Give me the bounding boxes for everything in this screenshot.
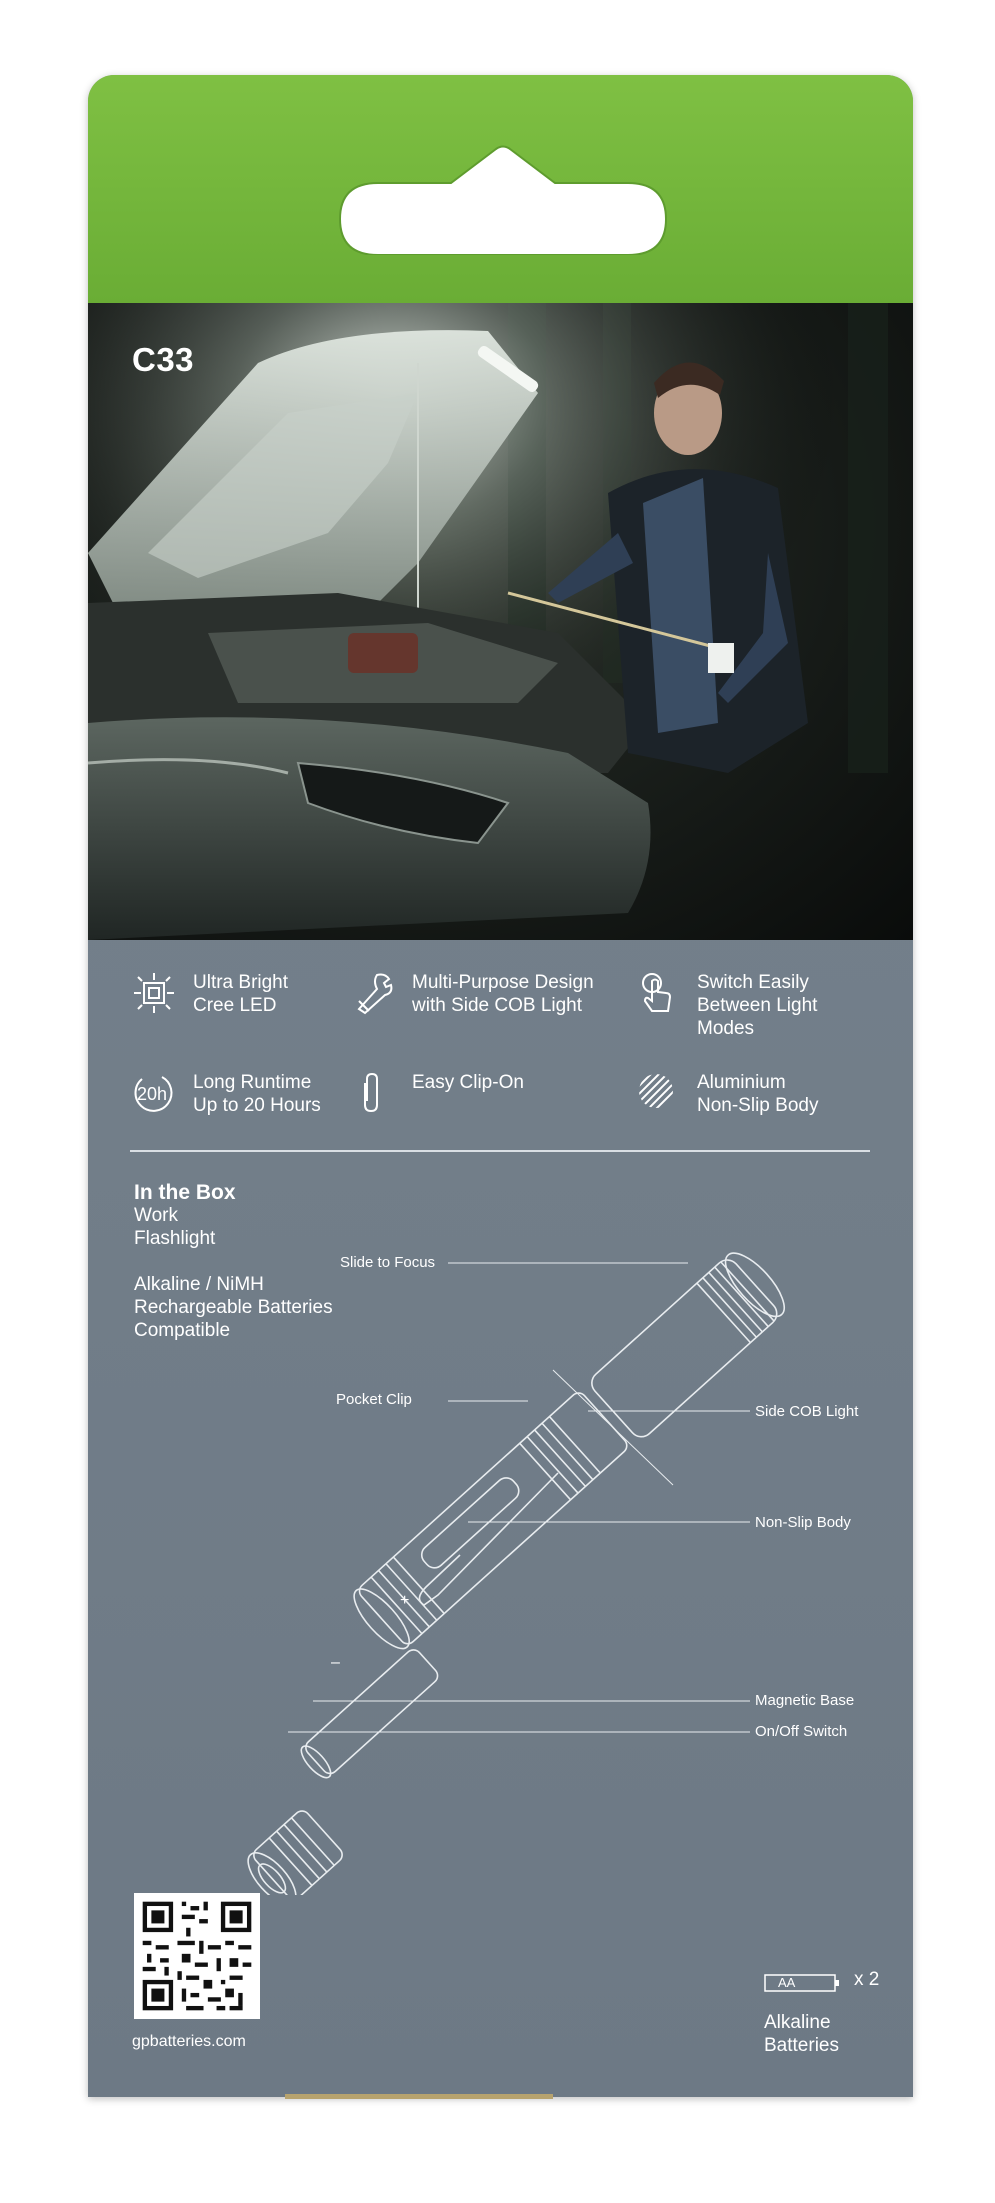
feature-ultra-bright-text: Ultra Bright Cree LED (193, 972, 289, 1016)
callout-slide-to-focus: Slide to Focus (340, 1254, 436, 1271)
green-header-band (88, 75, 913, 303)
callout-magnetic-base: Magnetic Base (755, 1692, 855, 1709)
feature-non-slip-text: Aluminium Non-Slip Body (697, 1072, 819, 1116)
car-hood-scene-image (88, 303, 913, 940)
feature-multi-purpose-text: Multi-Purpose Design with Side COB Light (412, 972, 594, 1016)
led-chip-icon (132, 971, 176, 1015)
textured-surface-icon (636, 1071, 680, 1115)
feature-switch-modes-text: Switch Easily Between Light Modes (697, 972, 818, 1039)
wrench-screwdriver-icon (351, 971, 395, 1015)
qr-code (134, 1893, 260, 2019)
callout-side-cob-light: Side COB Light (755, 1403, 859, 1420)
finger-tap-icon (636, 971, 680, 1015)
paperclip-icon (351, 1071, 395, 1115)
battery-type: Alkaline Batteries (764, 2012, 839, 2056)
hang-hole-icon (336, 143, 670, 255)
svg-text:20h: 20h (137, 1084, 168, 1104)
package-back (88, 75, 913, 2097)
website-link[interactable]: gpbatteries.com (132, 2033, 246, 2050)
model-number: C33 (132, 341, 195, 378)
callout-non-slip-body: Non-Slip Body (755, 1514, 851, 1531)
package-bottom-tab (285, 2094, 553, 2099)
in-the-box-items: Work Flashlight (134, 1205, 216, 1249)
callout-pocket-clip: Pocket Clip (336, 1391, 412, 1408)
callout-on-off-switch: On/Off Switch (755, 1723, 848, 1740)
section-divider (130, 1150, 870, 1152)
feature-long-runtime-text: Long Runtime Up to 20 Hours (193, 1072, 321, 1116)
in-the-box-title: In the Box (134, 1181, 236, 1204)
battery-compatibility: Alkaline / NiMH Rechargeable Batteries Compatible (134, 1274, 333, 1341)
product-photo (88, 303, 913, 940)
battery-size-label: AA (778, 1975, 796, 1990)
battery-minus-mark: – (331, 1654, 340, 1671)
battery-plus-mark: + (400, 1592, 410, 1609)
feature-clip-on-text: Easy Clip-On (412, 1072, 524, 1093)
runtime-20h-icon (132, 1071, 176, 1115)
flashlight-exploded-diagram (88, 1195, 913, 1895)
battery-quantity: x 2 (854, 1969, 880, 1990)
